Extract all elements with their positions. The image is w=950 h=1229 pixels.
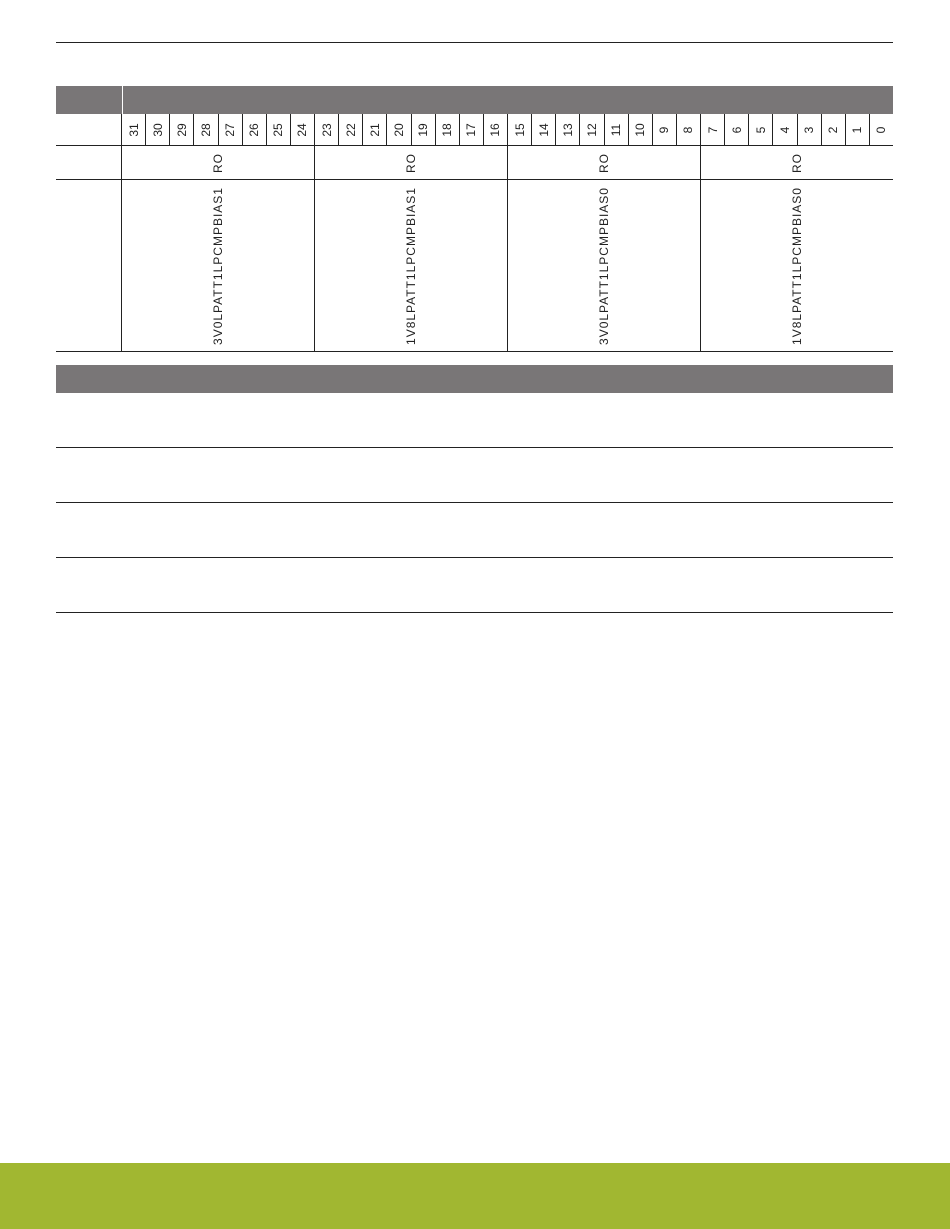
register-bit-table bbox=[56, 86, 893, 352]
bit-number: 11 bbox=[609, 123, 624, 136]
description-row bbox=[56, 448, 893, 503]
field-name: 3V0LPATT1LPCMPBIAS1 bbox=[211, 186, 225, 345]
bit-cell bbox=[798, 114, 822, 145]
bit-cell bbox=[605, 114, 629, 145]
bit-number: 18 bbox=[440, 122, 455, 137]
access-text: RO bbox=[597, 152, 611, 173]
bit-cell bbox=[146, 114, 170, 145]
access-text: RO bbox=[404, 152, 418, 173]
bit-number: 14 bbox=[536, 122, 551, 137]
bit-number: 15 bbox=[512, 122, 527, 137]
bit-number: 8 bbox=[681, 126, 696, 133]
bit-cell bbox=[436, 114, 460, 145]
bit-number: 5 bbox=[753, 126, 768, 133]
bit-cell bbox=[749, 114, 773, 145]
bit-number: 25 bbox=[271, 122, 286, 137]
bit-number: 2 bbox=[826, 126, 841, 133]
bit-number: 4 bbox=[777, 126, 792, 133]
register-table-header bbox=[56, 86, 893, 114]
bit-cell bbox=[677, 114, 701, 145]
access-text: RO bbox=[211, 152, 225, 173]
field-row-label bbox=[56, 180, 122, 351]
bit-number: 0 bbox=[874, 126, 889, 133]
bit-cell bbox=[629, 114, 653, 145]
bit-row-label bbox=[56, 114, 122, 145]
bit-cell bbox=[243, 114, 267, 145]
bit-cell bbox=[291, 114, 315, 145]
bit-cell bbox=[315, 114, 339, 145]
bit-cell bbox=[870, 114, 893, 145]
header-label-cell bbox=[56, 86, 123, 114]
bit-cell bbox=[484, 114, 508, 145]
footer-band bbox=[0, 1163, 950, 1229]
bit-number: 19 bbox=[416, 122, 431, 137]
bit-number: 7 bbox=[705, 126, 720, 133]
access-row bbox=[56, 146, 893, 180]
bit-number: 1 bbox=[850, 126, 865, 133]
bit-cell bbox=[219, 114, 243, 145]
bit-number: 3 bbox=[802, 126, 817, 133]
bit-number-row bbox=[56, 114, 893, 146]
header-body-cell bbox=[123, 86, 893, 114]
bit-cell bbox=[580, 114, 604, 145]
bit-cell bbox=[363, 114, 387, 145]
bit-number: 16 bbox=[488, 122, 503, 137]
bit-cell bbox=[387, 114, 411, 145]
bit-number: 26 bbox=[247, 122, 262, 137]
description-row bbox=[56, 558, 893, 613]
bit-cell bbox=[725, 114, 749, 145]
bit-number: 9 bbox=[657, 126, 672, 133]
bit-cell bbox=[846, 114, 870, 145]
description-row bbox=[56, 503, 893, 558]
field-description-table bbox=[56, 365, 893, 613]
field-cell bbox=[122, 180, 315, 351]
bit-cell bbox=[339, 114, 363, 145]
bit-number: 22 bbox=[343, 122, 358, 137]
bit-number: 10 bbox=[633, 122, 648, 137]
bit-cell bbox=[170, 114, 194, 145]
access-cell bbox=[315, 146, 508, 179]
bit-number: 17 bbox=[464, 122, 479, 137]
bit-cell bbox=[460, 114, 484, 145]
bit-cell bbox=[122, 114, 146, 145]
bit-cell bbox=[267, 114, 291, 145]
bit-cell bbox=[556, 114, 580, 145]
access-row-label bbox=[56, 146, 122, 179]
bit-number: 29 bbox=[174, 122, 189, 137]
bit-number: 6 bbox=[729, 126, 744, 133]
field-cell bbox=[701, 180, 893, 351]
bit-cell bbox=[822, 114, 846, 145]
field-cell bbox=[315, 180, 508, 351]
bit-number: 23 bbox=[319, 122, 334, 137]
bit-number: 27 bbox=[223, 122, 238, 137]
access-text: RO bbox=[790, 152, 804, 173]
bit-cell bbox=[194, 114, 218, 145]
bit-cell bbox=[412, 114, 436, 145]
bit-cell bbox=[532, 114, 556, 145]
bit-cell bbox=[508, 114, 532, 145]
top-rule bbox=[56, 42, 893, 43]
field-name: 1V8LPATT1LPCMPBIAS0 bbox=[790, 186, 804, 345]
bit-cell bbox=[773, 114, 797, 145]
field-name-row bbox=[56, 180, 893, 352]
access-cell bbox=[508, 146, 701, 179]
bit-number: 13 bbox=[560, 122, 575, 137]
field-name: 3V0LPATT1LPCMPBIAS0 bbox=[597, 186, 611, 345]
access-cell bbox=[122, 146, 315, 179]
field-cell bbox=[508, 180, 701, 351]
field-name: 1V8LPATT1LPCMPBIAS1 bbox=[404, 186, 418, 345]
access-cell bbox=[701, 146, 893, 179]
bit-number: 31 bbox=[126, 122, 141, 137]
bit-number: 21 bbox=[367, 122, 382, 137]
bit-number: 30 bbox=[150, 122, 165, 137]
bit-cell bbox=[653, 114, 677, 145]
bit-cell bbox=[701, 114, 725, 145]
bit-number: 20 bbox=[391, 122, 406, 137]
bit-number: 12 bbox=[584, 122, 599, 137]
description-table-header bbox=[56, 365, 893, 393]
bit-number: 28 bbox=[198, 122, 213, 137]
description-row bbox=[56, 393, 893, 448]
bit-cells bbox=[122, 114, 893, 145]
bit-number: 24 bbox=[295, 122, 310, 137]
